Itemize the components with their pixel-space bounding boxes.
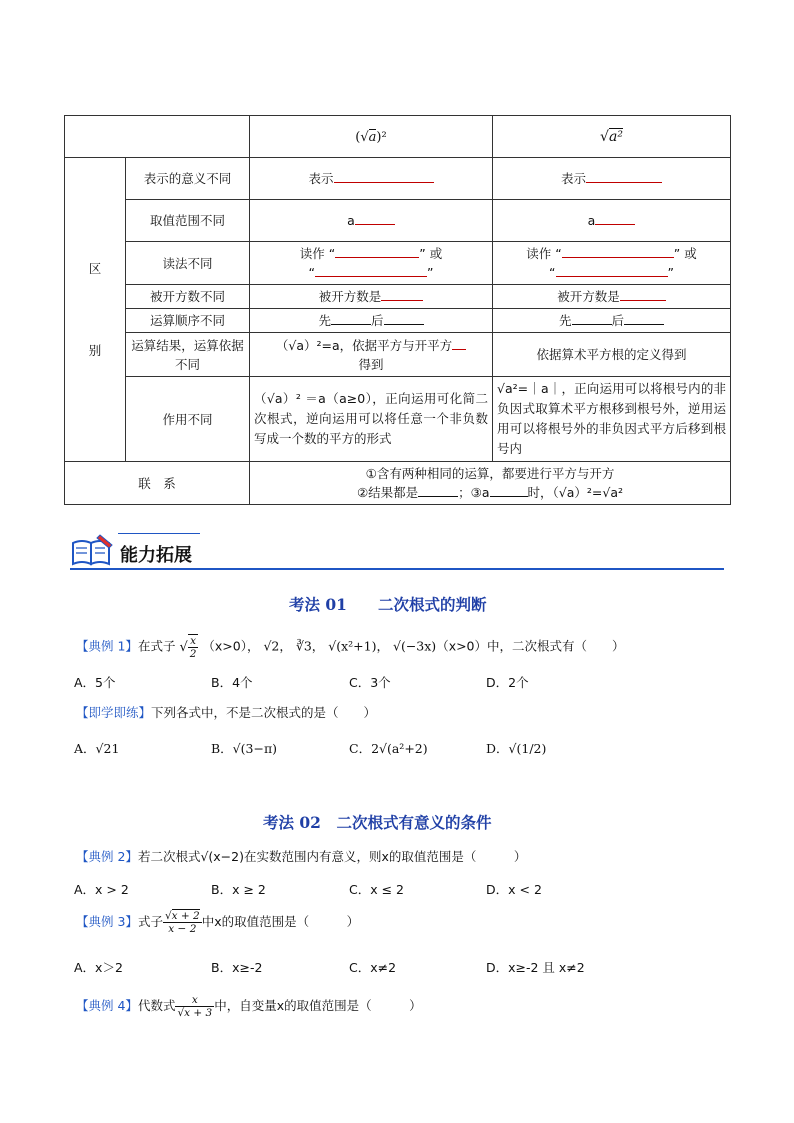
header-empty-cell: [65, 116, 250, 158]
range-col2: [493, 200, 731, 242]
meaning-col2-text: 表示: [560, 171, 586, 186]
fill-blank: [315, 263, 427, 277]
method2-title: 考法 02 二次根式有意义的条件: [263, 813, 492, 832]
link-line2: [254, 483, 726, 502]
example3-option-d[interactable]: D．x≥-2 且 x≠2: [486, 960, 585, 975]
result-col1: [250, 333, 493, 377]
example2-option-d[interactable]: D．x < 2: [486, 882, 542, 897]
header-col2: √a²: [493, 116, 731, 158]
link-line2-a: ②结果都是: [356, 485, 419, 500]
example3-option-a[interactable]: A．x＞2: [74, 960, 123, 975]
method1-title: 考法 01 二次根式的判断: [289, 595, 487, 614]
order-col2: [493, 309, 731, 333]
header-col1: (√a)²: [250, 116, 493, 158]
fill-blank: [381, 287, 423, 301]
fill-blank: [620, 287, 666, 301]
example1-r1: √2，: [263, 638, 292, 654]
header-bottom-line: [70, 568, 724, 570]
reading-col2-a: 读作 “: [526, 246, 562, 261]
fill-blank: [624, 311, 664, 325]
link-line1: ①含有两种相同的运算，都要进行平方与开方: [365, 466, 615, 481]
example4: [76, 994, 422, 1019]
example1-cond2: （x>0）中，二次根式有（ ）: [436, 638, 625, 654]
use-col1: （√a）² ＝a（a≥0），正向运用可化简二次根式，逆向运用可以将任意一个非负数写成一个数的平方的形式: [250, 377, 493, 462]
example1-r2: ∛3，: [295, 638, 325, 654]
example2-text: 若二次根式√(x−2)在实数范围内有意义，则x的取值范围是（ ）: [137, 849, 527, 864]
example1-r3: √(x²+1)，: [328, 638, 389, 654]
range-col1: [250, 200, 493, 242]
row-label-reading: 读法不同: [126, 242, 250, 285]
order-col2-a: 先: [558, 313, 572, 328]
example3-text-before: 式子: [137, 914, 163, 929]
example1-r4: √(−3x): [392, 638, 437, 654]
row-label-order: 运算顺序不同: [126, 309, 250, 333]
order-col1-b: 后: [371, 313, 384, 328]
fill-blank: [384, 311, 424, 325]
link-line2-c: 时，（√a）²=√a²: [527, 485, 624, 500]
example3-fraction: $\frac{√x + 2}{x - 2}$: [164, 910, 200, 935]
row-label-result: 运算结果，运算依据不同: [126, 333, 250, 377]
example2-option-c[interactable]: C．x ≤ 2: [349, 882, 404, 897]
practice-option-a[interactable]: A．√21: [74, 741, 120, 756]
example2-option-a[interactable]: A．x > 2: [74, 882, 129, 897]
reading-col1-d: ”: [427, 265, 434, 280]
example1-option-c[interactable]: C．3个: [349, 675, 391, 690]
comparison-table: [64, 115, 731, 505]
meaning-col1: [250, 158, 493, 200]
example1-cond1: （x>0），: [202, 638, 260, 654]
book-pen-icon: [70, 533, 114, 567]
example1-option-d[interactable]: D．2个: [486, 675, 529, 690]
fill-blank: [562, 244, 674, 258]
order-col1: [250, 309, 493, 333]
fill-blank: [335, 244, 419, 258]
reading-col2: [493, 242, 731, 285]
side-label-bottom: 别: [88, 342, 102, 358]
radicand-col1-text: 被开方数是: [318, 289, 382, 304]
fill-blank: [595, 211, 635, 225]
side-label-cell: [65, 158, 126, 462]
example1-option-a[interactable]: A．5个: [74, 675, 116, 690]
radicand-col2-text: 被开方数是: [557, 289, 620, 304]
meaning-col1-text: 表示: [308, 171, 334, 186]
example1-text: 在式子: [137, 638, 176, 654]
row-label-radicand: 被开方数不同: [126, 285, 250, 309]
example4-fraction: $\frac{x}{√x + 3}$: [177, 994, 213, 1019]
result-col2: 依据算术平方根的定义得到: [493, 333, 731, 377]
practice: [76, 703, 376, 723]
radicand-col1: [250, 285, 493, 309]
practice-option-c[interactable]: C．2√(a²+2): [349, 741, 428, 756]
example1: [76, 634, 625, 660]
example2-option-b[interactable]: B．x ≥ 2: [211, 882, 266, 897]
fill-blank: [334, 169, 434, 183]
practice-tag: 【即学即练】: [76, 705, 152, 720]
practice-text: 下列各式中，不是二次根式的是（ ）: [151, 705, 377, 720]
reading-col1-c: “: [308, 265, 315, 280]
section-title: 能力拓展: [120, 545, 192, 566]
use-col2: √a²=｜a｜，正向运用可以将根号内的非负因式取算术平方根移到根号外，逆用运用可以将根号外的非负因式平方后移到根号内: [493, 377, 731, 462]
order-col1-a: 先: [318, 313, 331, 328]
example2: [76, 847, 526, 867]
reading-col1: [250, 242, 493, 285]
example3-text-after: 中x的取值范围是（ ）: [201, 914, 360, 929]
example4-tag: 【典例 4】: [76, 998, 138, 1013]
header-top-line: [118, 533, 200, 534]
fill-blank: [490, 483, 528, 497]
example4-text-before: 代数式: [137, 998, 176, 1013]
fill-blank: [586, 169, 662, 183]
example1-option-b[interactable]: B．4个: [211, 675, 253, 690]
row-label-use: 作用不同: [126, 377, 250, 462]
example4-text-after: 中，自变量x的取值范围是（ ）: [214, 998, 422, 1013]
example3-option-c[interactable]: C．x≠2: [349, 960, 397, 975]
practice-option-d[interactable]: D．√(1/2): [486, 741, 547, 756]
result-col1-a: （√a）²=a，依据平方与开平方: [275, 337, 453, 353]
order-col2-b: 后: [611, 313, 625, 328]
example2-tag: 【典例 2】: [76, 849, 138, 864]
reading-col2-d: ”: [667, 265, 674, 280]
link-line2-b: ；③a: [458, 485, 490, 500]
fill-blank: [556, 263, 668, 277]
range-col1-text: a: [347, 213, 355, 228]
link-label: 联 系: [65, 462, 250, 505]
range-col2-text: a: [587, 213, 596, 228]
example3: [76, 910, 359, 935]
example3-option-b[interactable]: B．x≥-2: [211, 960, 263, 975]
row-label-meaning: 表示的意义不同: [126, 158, 250, 200]
reading-col1-a: 读作 “: [299, 246, 336, 261]
practice-option-b[interactable]: B．√(3−π): [211, 741, 278, 756]
reading-col2-b: ” 或: [673, 246, 697, 261]
reading-col1-b: ” 或: [419, 246, 443, 261]
section-header: [70, 527, 724, 571]
example3-tag: 【典例 3】: [76, 914, 138, 929]
frac-radical: √ $\frac{x}{2}$: [179, 635, 197, 660]
fill-blank: [572, 311, 612, 325]
link-cell: [250, 462, 731, 505]
fill-blank: [418, 483, 458, 497]
row-label-range: 取值范围不同: [126, 200, 250, 242]
reading-col2-c: “: [549, 265, 556, 280]
fill-blank: [452, 336, 466, 350]
fill-blank: [331, 311, 371, 325]
meaning-col2: [493, 158, 731, 200]
example1-tag: 【典例 1】: [76, 638, 138, 654]
radicand-col2: [493, 285, 731, 309]
side-label-top: 区: [88, 260, 102, 276]
fill-blank: [355, 211, 395, 225]
result-col1-b: 得到: [358, 356, 384, 372]
